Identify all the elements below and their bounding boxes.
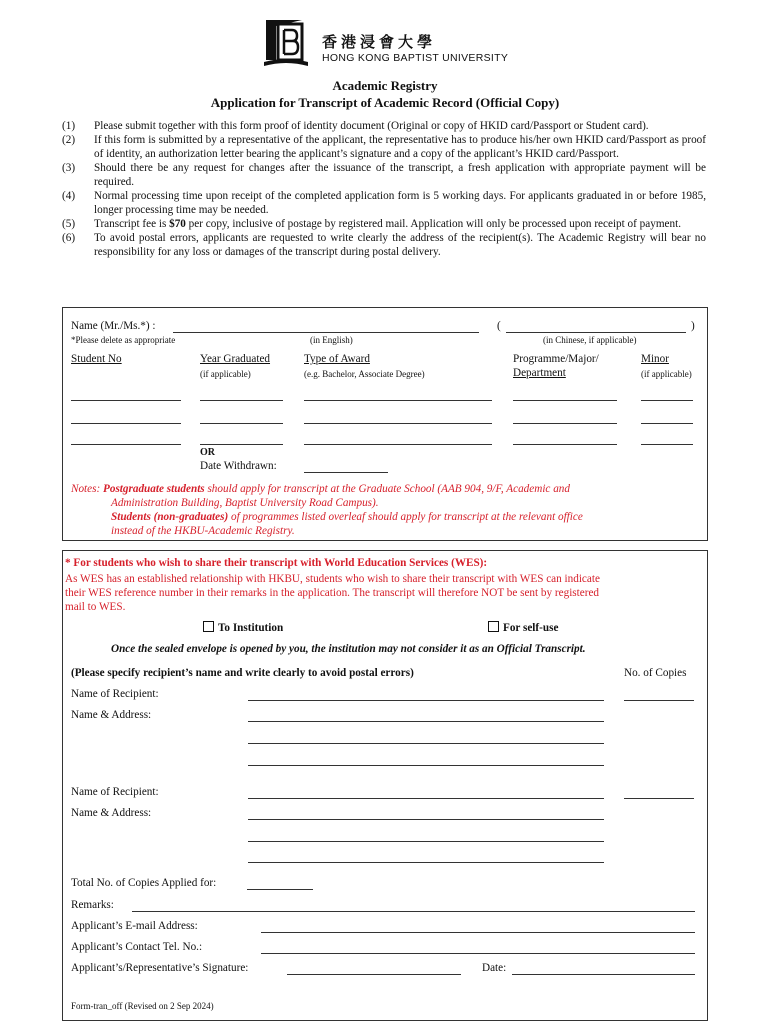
remarks-field[interactable] bbox=[132, 911, 695, 912]
date-label: Date: bbox=[482, 962, 507, 974]
option-to-institution[interactable]: To Institution bbox=[203, 621, 283, 634]
instruction-item: (5) Transcript fee is $70 per copy, inclusive of postage by registered mail. Application will only be processed upon receipt of payment. bbox=[62, 218, 681, 230]
or-label: OR bbox=[200, 447, 215, 458]
instruction-item: (6) To avoid postal errors, applicants are requested to write clearly the address of the recipient(s). The Academic Registry will bear no responsibility for any loss or damages of the transcript during postal delivery. bbox=[62, 232, 706, 258]
col-year-note: (if applicable) bbox=[200, 369, 251, 379]
col-minor-note: (if applicable) bbox=[641, 369, 692, 379]
fee-amount: $70 bbox=[169, 218, 186, 230]
instruction-item: (4) Normal processing time upon receipt of the completed application form is 5 working days. For applicants graduated in or before 1985, longer processing time may be needed. bbox=[62, 190, 706, 216]
delete-note: *Please delete as appropriate bbox=[71, 335, 176, 345]
award-field[interactable] bbox=[304, 423, 492, 424]
name-english-field[interactable] bbox=[173, 332, 479, 333]
paren-open: ( bbox=[497, 320, 501, 332]
award-field[interactable] bbox=[304, 444, 492, 445]
email-field[interactable] bbox=[261, 932, 695, 933]
col-year-graduated: Year Graduated bbox=[200, 353, 271, 365]
instruction-item: (3) Should there be any request for changes after the issuance of the transcript, a fresh application with appropriate payment will be required. bbox=[62, 162, 706, 188]
name-label: Name (Mr./Ms.*) : bbox=[71, 320, 156, 332]
recipient-box bbox=[62, 550, 708, 1021]
specify-recipient-note: (Please specify recipient’s name and write clearly to avoid postal errors) bbox=[71, 667, 414, 679]
in-chinese-note: (in Chinese, if applicable) bbox=[543, 335, 637, 345]
programme-field[interactable] bbox=[513, 444, 617, 445]
col-minor: Minor bbox=[641, 353, 669, 365]
year-field[interactable] bbox=[200, 423, 283, 424]
checkbox-icon[interactable] bbox=[203, 621, 214, 632]
name-address-label: Name & Address: bbox=[71, 807, 152, 819]
instruction-item: (2) If this form is submitted by a representative of the applicant, the representative has to produce his/her own HKID card/Passport as proof of identity, an authorization letter bearing the applicant’s signature and a copy of the applicant’s HKID card/Passport. bbox=[62, 134, 706, 160]
wes-heading: * For students who wish to share their transcript with World Education Services (WES): bbox=[65, 557, 488, 569]
university-chinese-name: 香港浸會大學 bbox=[322, 33, 437, 51]
postgraduate-note-bold: Postgraduate students bbox=[103, 483, 205, 495]
applicant-info-box bbox=[62, 307, 708, 541]
tel-field[interactable] bbox=[261, 953, 695, 954]
date-field[interactable] bbox=[512, 974, 695, 975]
option-self-use[interactable]: For self-use bbox=[488, 621, 558, 634]
recipient-name-label: Name of Recipient: bbox=[71, 688, 159, 700]
total-copies-field[interactable] bbox=[247, 889, 313, 890]
col-programme: Programme/Major/ bbox=[513, 353, 599, 365]
paren-close: ) bbox=[691, 320, 695, 332]
remarks-label: Remarks: bbox=[71, 899, 114, 911]
address-field[interactable] bbox=[248, 819, 604, 820]
minor-field[interactable] bbox=[641, 444, 693, 445]
office-title: Academic Registry bbox=[332, 78, 438, 93]
instructions-list bbox=[62, 119, 706, 259]
col-type-award: Type of Award bbox=[304, 353, 370, 365]
programme-field[interactable] bbox=[513, 400, 617, 401]
copies-field[interactable] bbox=[624, 700, 694, 701]
in-english-note: (in English) bbox=[310, 335, 353, 345]
form-code: Form-tran_off (Revised on 2 Sep 2024) bbox=[71, 1001, 214, 1011]
signature-field[interactable] bbox=[287, 974, 461, 975]
name-chinese-field[interactable] bbox=[506, 332, 686, 333]
student-no-field[interactable] bbox=[71, 400, 181, 401]
address-field[interactable] bbox=[248, 721, 604, 722]
minor-field[interactable] bbox=[641, 400, 693, 401]
date-withdrawn-label: Date Withdrawn: bbox=[200, 460, 277, 472]
recipient-name-field[interactable] bbox=[248, 798, 604, 799]
email-label: Applicant’s E-mail Address: bbox=[71, 920, 198, 932]
address-field[interactable] bbox=[248, 841, 604, 842]
non-graduate-note-bold: Students (non-graduates) bbox=[111, 511, 229, 523]
form-title: Application for Transcript of Academic Record (Official Copy) bbox=[210, 95, 560, 110]
student-no-field[interactable] bbox=[71, 444, 181, 445]
recipient-name-field[interactable] bbox=[248, 700, 604, 701]
notes-block: Notes: Postgraduate students should apply for transcript at the Graduate School (AAB 904, 9/F, Academic and Administration Building, Baptist University Road Campus). Students (non-graduates) of programmes listed overleaf should apply for transcript at the relevant office instead of the HKBU-Academic Registry. bbox=[71, 483, 583, 537]
minor-field[interactable] bbox=[641, 423, 693, 424]
copies-field[interactable] bbox=[624, 798, 694, 799]
no-copies-label: No. of Copies bbox=[624, 667, 687, 679]
instruction-item: (1) Please submit together with this form proof of identity document (Original or copy of HKID card/Passport or Student card). bbox=[62, 120, 649, 132]
col-department: Department bbox=[513, 367, 566, 379]
university-english-name: HONG KONG BAPTIST UNIVERSITY bbox=[322, 52, 509, 64]
col-student-no: Student No bbox=[71, 353, 122, 365]
address-field[interactable] bbox=[248, 862, 604, 863]
total-copies-label: Total No. of Copies Applied for: bbox=[71, 877, 217, 889]
signature-label: Applicant’s/Representative’s Signature: bbox=[71, 962, 249, 974]
sealed-envelope-note: Once the sealed envelope is opened by you, the institution may not consider it as an Official Transcript. bbox=[111, 643, 586, 655]
hkbu-logo bbox=[262, 16, 310, 68]
address-field[interactable] bbox=[248, 743, 604, 744]
col-type-note: (e.g. Bachelor, Associate Degree) bbox=[304, 369, 425, 379]
checkbox-icon[interactable] bbox=[488, 621, 499, 632]
date-withdrawn-field[interactable] bbox=[304, 472, 388, 473]
address-field[interactable] bbox=[248, 765, 604, 766]
student-no-field[interactable] bbox=[71, 423, 181, 424]
tel-label: Applicant’s Contact Tel. No.: bbox=[71, 941, 203, 953]
wes-body: As WES has an established relationship with HKBU, students who wish to share their transcript with WES can indicate their WES reference number in their remarks in the application. The transcript will therefore NOT be sent by registered mail to WES. bbox=[65, 573, 600, 613]
name-address-label: Name & Address: bbox=[71, 709, 152, 721]
programme-field[interactable] bbox=[513, 423, 617, 424]
year-field[interactable] bbox=[200, 444, 283, 445]
recipient-name-label: Name of Recipient: bbox=[71, 786, 159, 798]
award-field[interactable] bbox=[304, 400, 492, 401]
year-field[interactable] bbox=[200, 400, 283, 401]
